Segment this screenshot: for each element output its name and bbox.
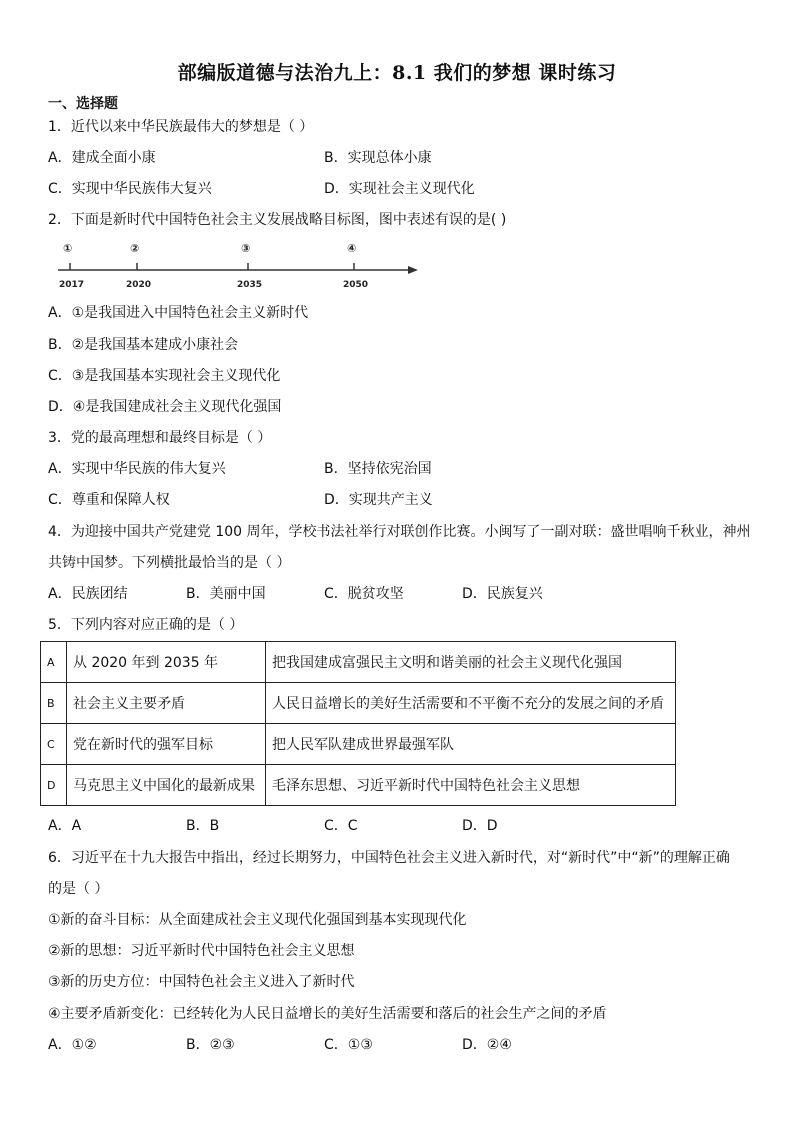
q4-option-a[interactable]: A．民族团结 xyxy=(48,586,128,602)
table-cell-content: 把人民军队建成世界最强军队 xyxy=(266,724,676,765)
question-4-stem-line2: 共铸中国梦。下列横批最恰当的是（ ） xyxy=(48,555,291,571)
table-row xyxy=(41,765,676,806)
table-cell-label: D xyxy=(41,765,67,806)
q4-option-d[interactable]: D．民族复兴 xyxy=(462,586,543,602)
q2-option-c[interactable]: C．③是我国基本实现社会主义现代化 xyxy=(48,368,281,384)
table-cell-content: 把我国建成富强民主文明和谐美丽的社会主义现代化强国 xyxy=(266,642,676,683)
q4-option-c[interactable]: C．脱贫攻坚 xyxy=(324,586,404,602)
q2-option-b[interactable]: B．②是我国基本建成小康社会 xyxy=(48,337,239,353)
timeline-marker-3: ③ xyxy=(241,242,251,255)
section-heading: 一、选择题 xyxy=(48,96,118,112)
question-4-stem-line1: 4．为迎接中国共产党建党 100 周年，学校书法社举行对联创作比赛。小闽写了一副对联：盛世唱响千秋业，神州 xyxy=(48,524,751,540)
q4-option-b[interactable]: B．美丽中国 xyxy=(186,586,266,602)
question-5-table xyxy=(40,641,676,806)
strategy-timeline-diagram xyxy=(50,240,430,296)
table-cell-item: 从 2020 年到 2035 年 xyxy=(67,642,266,683)
timeline-marker-2: ② xyxy=(130,242,140,255)
q6-item-1: ①新的奋斗目标：从全面建成社会主义现代化强国到基本实现现代化 xyxy=(48,912,467,928)
table-cell-label: B xyxy=(41,683,67,724)
table-cell-label: A xyxy=(41,642,67,683)
q6-option-b[interactable]: B．②③ xyxy=(186,1037,235,1053)
timeline-marker-4: ④ xyxy=(347,242,357,255)
q5-option-d[interactable]: D．D xyxy=(462,818,498,834)
q3-option-c[interactable]: C．尊重和保障人权 xyxy=(48,492,170,508)
timeline-year-2017: 2017 xyxy=(59,280,85,290)
table-row xyxy=(41,724,676,765)
q6-option-d[interactable]: D．②④ xyxy=(462,1037,512,1053)
page-title: 部编版道德与法治九上：8.1 我们的梦想 课时练习 xyxy=(177,62,617,84)
table-cell-item: 党在新时代的强军目标 xyxy=(67,724,266,765)
q3-option-a[interactable]: A．实现中华民族的伟大复兴 xyxy=(48,461,226,477)
q2-option-d[interactable]: D．④是我国建成社会主义现代化强国 xyxy=(48,399,282,415)
q2-option-a[interactable]: A．①是我国进入中国特色社会主义新时代 xyxy=(48,305,309,321)
q5-option-a[interactable]: A．A xyxy=(48,818,82,834)
timeline-marker-1: ① xyxy=(63,242,73,255)
q1-option-c[interactable]: C．实现中华民族伟大复兴 xyxy=(48,181,212,197)
q6-option-c[interactable]: C．①③ xyxy=(324,1037,373,1053)
question-5-stem: 5．下列内容对应正确的是（ ） xyxy=(48,617,244,633)
q3-option-b[interactable]: B．坚持依宪治国 xyxy=(324,461,432,477)
q1-option-a[interactable]: A．建成全面小康 xyxy=(48,150,156,166)
table-row xyxy=(41,683,676,724)
question-6-stem-line1: 6．习近平在十九大报告中指出，经过长期努力，中国特色社会主义进入新时代，对“新时代”中“新”的理解正确 xyxy=(48,850,730,866)
table-cell-item: 马克思主义中国化的最新成果 xyxy=(67,765,266,806)
timeline-year-2035: 2035 xyxy=(237,280,263,290)
question-3-stem: 3．党的最高理想和最终目标是（ ） xyxy=(48,430,272,446)
question-2-stem: 2．下面是新时代中国特色社会主义发展战略目标图，图中表述有误的是( ) xyxy=(48,212,507,228)
question-6-stem-line2: 的是（ ） xyxy=(48,881,109,897)
table-cell-label: C xyxy=(41,724,67,765)
q6-item-4: ④主要矛盾新变化：已经转化为人民日益增长的美好生活需要和落后的社会生产之间的矛盾 xyxy=(48,1006,607,1022)
q6-option-a[interactable]: A．①② xyxy=(48,1037,97,1053)
q5-option-b[interactable]: B．B xyxy=(186,818,220,834)
table-cell-content: 毛泽东思想、习近平新时代中国特色社会主义思想 xyxy=(266,765,676,806)
timeline-year-2050: 2050 xyxy=(343,280,369,290)
timeline-year-2020: 2020 xyxy=(126,280,152,290)
q1-option-d[interactable]: D．实现社会主义现代化 xyxy=(324,181,475,197)
question-1-stem: 1．近代以来中华民族最伟大的梦想是（ ） xyxy=(48,119,314,135)
table-cell-content: 人民日益增长的美好生活需要和不平衡不充分的发展之间的矛盾 xyxy=(266,683,676,724)
q5-option-c[interactable]: C．C xyxy=(324,818,358,834)
table-cell-item: 社会主义主要矛盾 xyxy=(67,683,266,724)
q6-item-2: ②新的思想：习近平新时代中国特色社会主义思想 xyxy=(48,943,355,959)
q6-item-3: ③新的历史方位：中国特色社会主义进入了新时代 xyxy=(48,974,355,990)
q1-option-b[interactable]: B．实现总体小康 xyxy=(324,150,432,166)
q3-option-d[interactable]: D．实现共产主义 xyxy=(324,492,433,508)
table-row xyxy=(41,642,676,683)
